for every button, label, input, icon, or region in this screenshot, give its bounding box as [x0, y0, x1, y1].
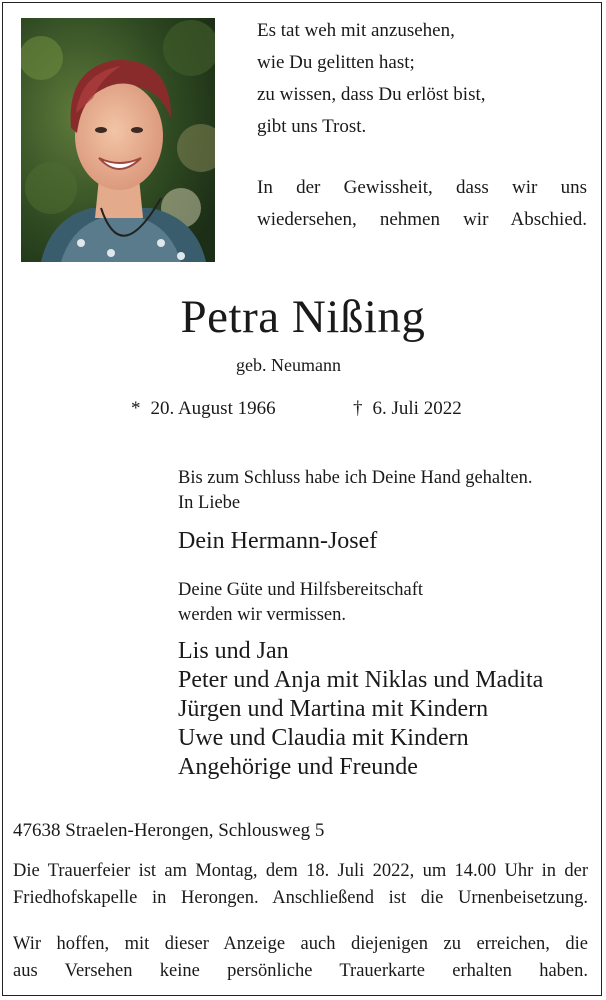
notice: [13, 931, 588, 985]
notice-line: aus Versehen keine persönliche Trauerkarte erhalten haben.: [13, 961, 588, 981]
signer-line: Uwe und Claudia mit Kindern: [178, 725, 469, 751]
message-line: In Liebe: [178, 493, 241, 513]
message-line: werden wir vermissen.: [178, 605, 346, 625]
maiden-name: geb. Neumann: [236, 355, 341, 375]
death-info: [353, 396, 462, 422]
portrait-photo: [21, 18, 215, 262]
funeral-info: [13, 858, 588, 912]
address: 47638 Straelen-Herongen, Schlousweg 5: [13, 820, 325, 841]
signer-line: Jürgen und Martina mit Kindern: [178, 696, 489, 722]
notice-line: Wir hoffen, mit dieser Anzeige auch diejenigen zu erreichen, die: [13, 934, 588, 954]
signers-list: [178, 637, 543, 782]
poem-stanza-1: [257, 15, 587, 143]
death-cross-icon: †: [353, 398, 363, 419]
birth-star-icon: *: [131, 398, 141, 419]
deceased-name: Petra Nißing: [180, 291, 426, 343]
poem-line: Es tat weh mit anzusehen,: [257, 20, 455, 41]
birth-info: [131, 396, 276, 422]
message-2: [178, 578, 423, 628]
message-1: [178, 466, 533, 516]
funeral-line: Die Trauerfeier ist am Montag, dem 18. Juli 2022, um 14.00 Uhr in der: [13, 861, 588, 881]
signer-line: Peter und Anja mit Niklas und Madita: [178, 667, 544, 693]
poem-line: wiedersehen, nehmen wir Abschied.: [257, 209, 587, 230]
poem-line: gibt uns Trost.: [257, 116, 367, 137]
death-date: 6. Juli 2022: [372, 398, 462, 419]
message-line: Bis zum Schluss habe ich Deine Hand gehalten.: [178, 468, 533, 488]
birth-date: 20. August 1966: [150, 398, 276, 419]
signer-1: Dein Hermann-Josef: [178, 528, 378, 554]
poem-line: wie Du gelitten hast;: [257, 52, 415, 73]
funeral-line: Friedhofskapelle in Herongen. Anschließend ist die Urnenbeisetzung.: [13, 888, 588, 908]
poem-stanza-2: [257, 172, 587, 236]
poem-line: In der Gewissheit, dass wir uns: [257, 177, 587, 198]
poem-line: zu wissen, dass Du erlöst bist,: [257, 84, 486, 105]
signer-line: Lis und Jan: [178, 638, 289, 664]
message-line: Deine Güte und Hilfsbereitschaft: [178, 580, 424, 600]
signer-line: Angehörige und Freunde: [178, 754, 418, 780]
